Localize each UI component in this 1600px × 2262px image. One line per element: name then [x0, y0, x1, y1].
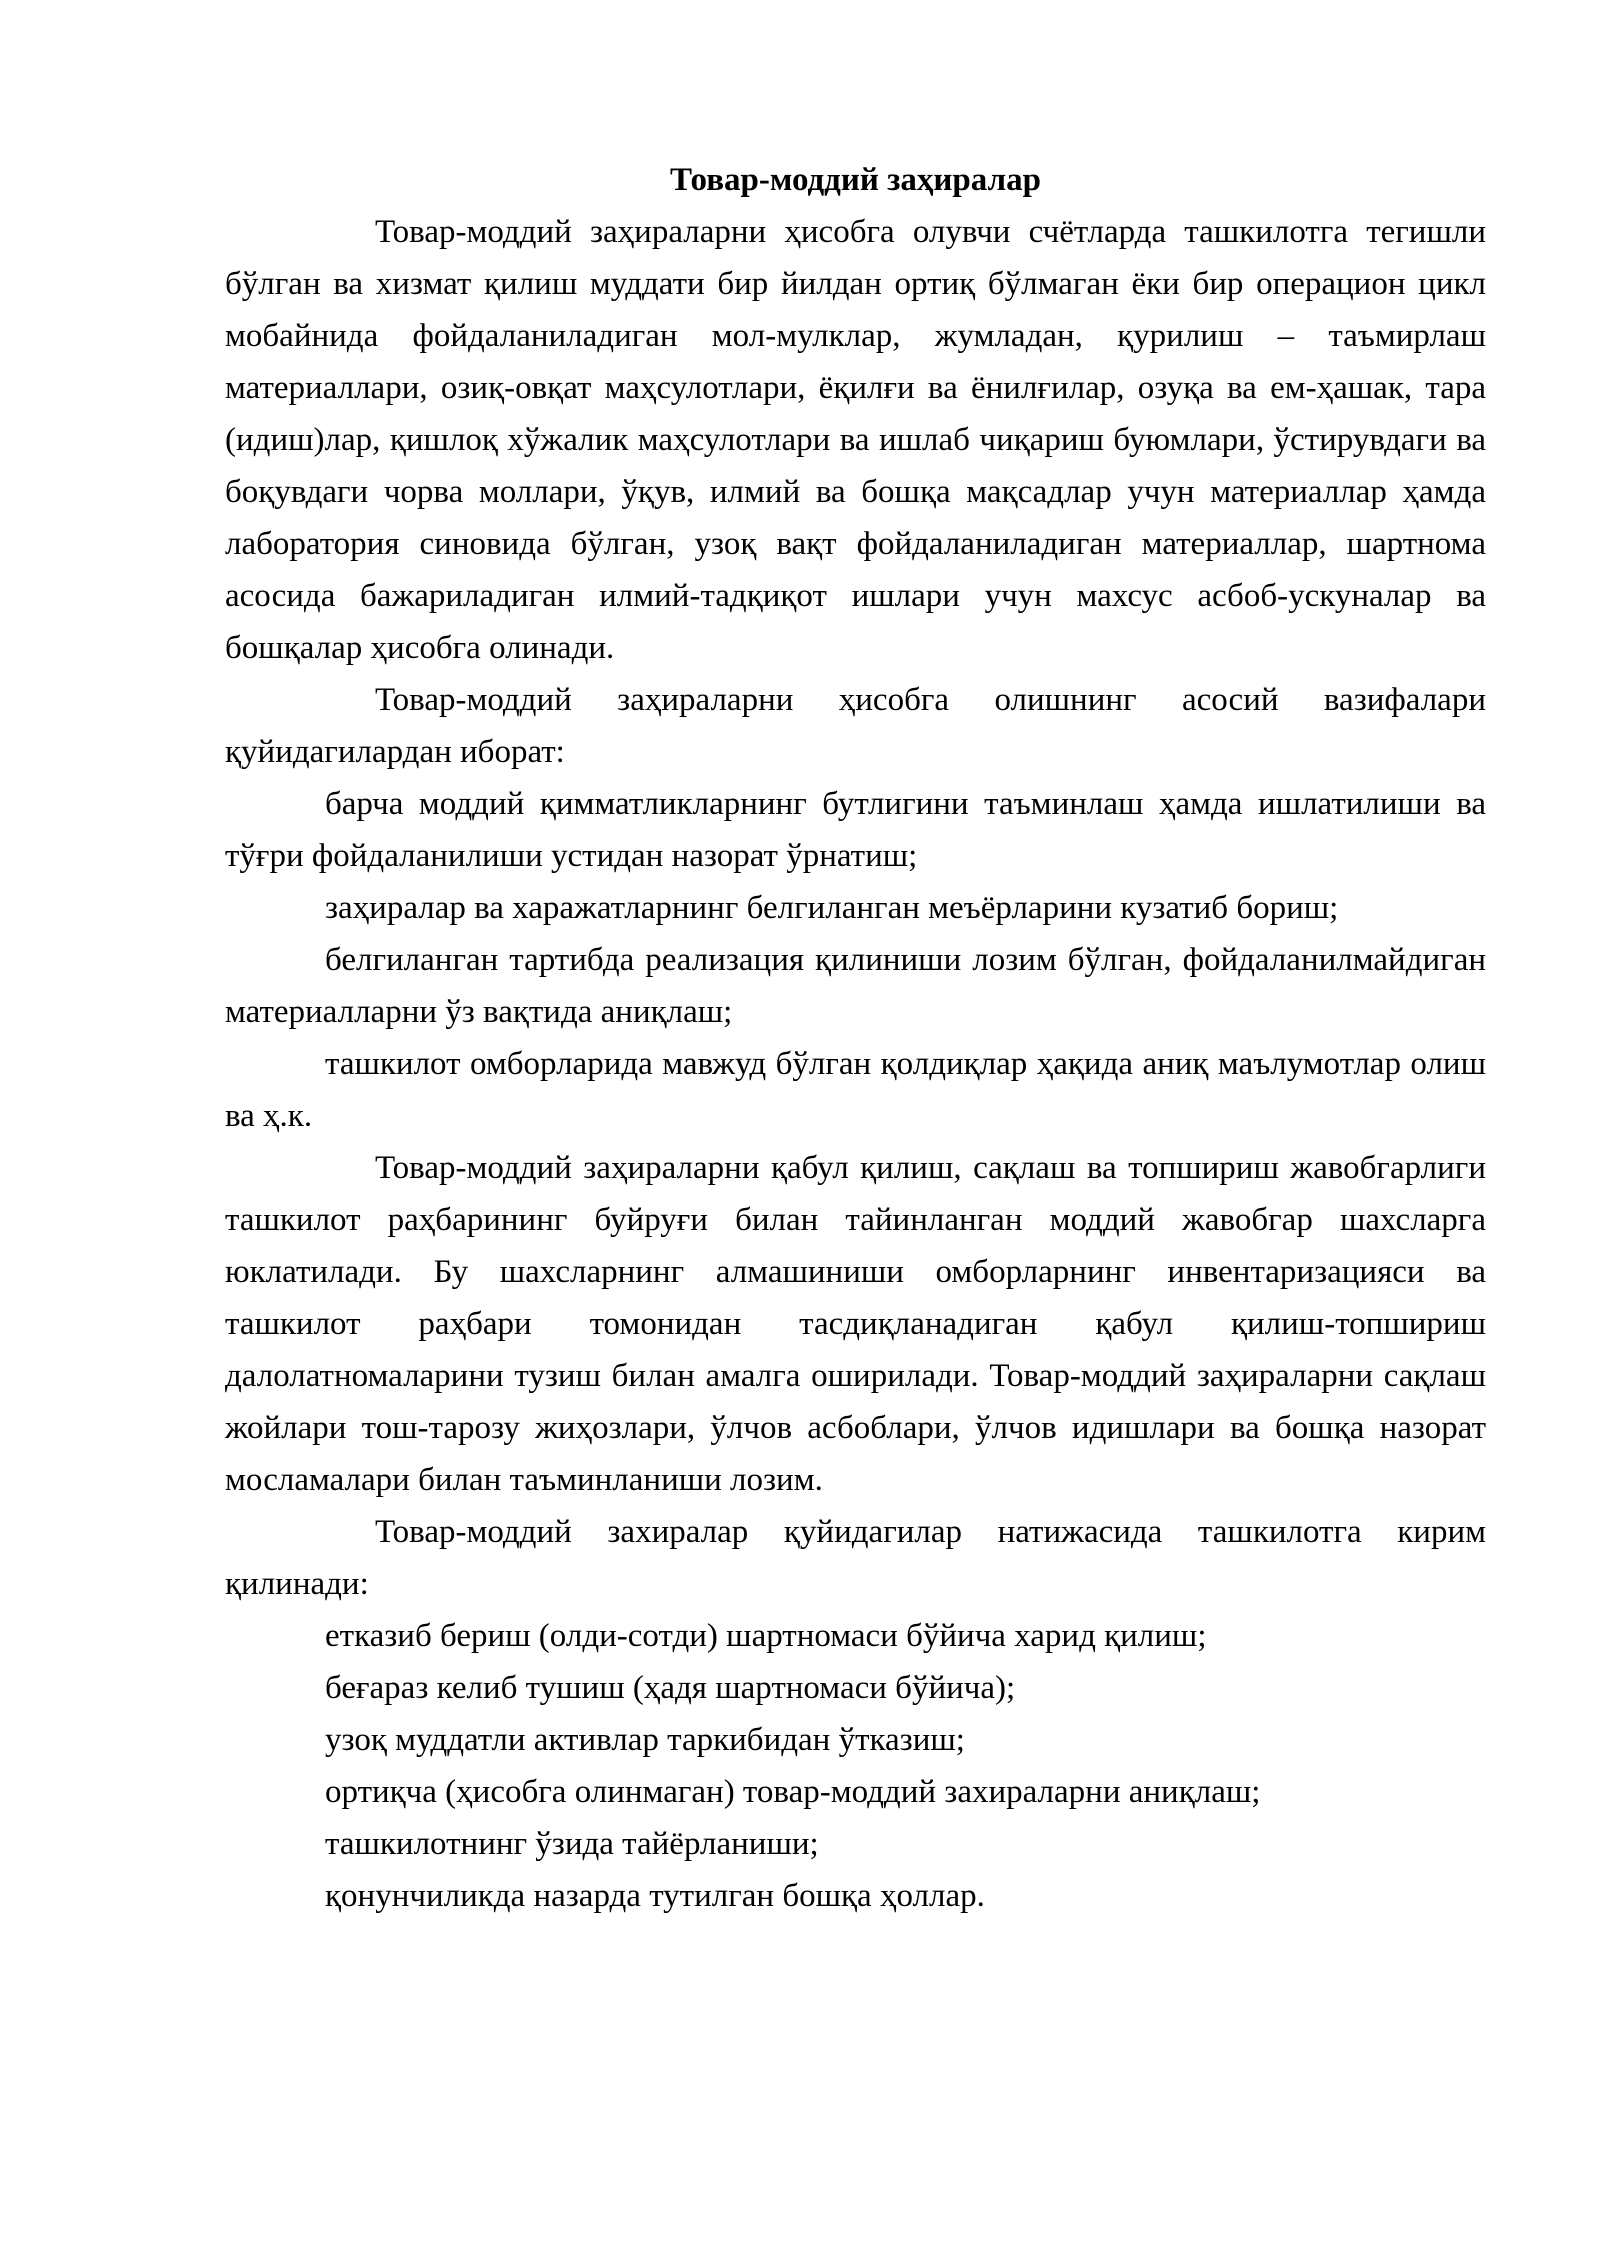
- task-item-unused: белгиланган тартибда реализация қилиниши лозим бўлган, фойдаланилмайдиган материалларни ўз вақтида аниқлаш;: [225, 942, 1486, 1030]
- task-item-warehouse-info: ташкилот омборларида мавжуд бўлган қолдиқлар ҳақида аниқ маълумотлар олиш ва ҳ.к.: [225, 1046, 1486, 1134]
- task-item-control: барча моддий қимматликларнинг бутлигини таъминлаш ҳамда ишлатилиши ва тўғри фойдаланилиши устидан назорат ўрнатиш;: [225, 786, 1486, 874]
- paragraph-intro: Товар-моддий заҳираларни ҳисобга олувчи счётларда ташкилотга тегишли бўлган ва хизмат қилиш муддати бир йилдан ортиқ бўлмаган ёки бир операцион цикл мобайнида фойдаланиладиган мол-мулклар, жумладан, қурилиш – таъмирлаш материаллари, озиқ-овқат маҳсулотлари, ёқилғи ва ёнилғилар, озуқа ва ем-ҳашак, тара (идиш)лар, қишлоқ хўжалик маҳсулотлари ва ишлаб чиқариш буюмлари, ўстирувдаги ва боқувдаги чорва моллари, ўқув, илмий ва бошқа мақсадлар учун материаллар ҳамда лаборатория синовида бўлган, узоқ вақт фойдаланиладиган материаллар, шартнома асосида бажариладиган илмий-тадқиқот ишлари учун махсус асбоб-ускуналар ва бошқалар ҳисобга олинади.: [225, 214, 1486, 666]
- receipt-item-purchase: етказиб бериш (олди-сотди) шартномаси бўйича харид қилиш;: [325, 1618, 1207, 1654]
- task-item-norms: заҳиралар ва харажатларнинг белгиланган меъёрларини кузатиб бориш;: [325, 890, 1339, 926]
- paragraph-receipt-lead: Товар-моддий захиралар қуйидагилар натижасида ташкилотга кирим қилинади:: [225, 1514, 1486, 1602]
- paragraph-tasks-lead: Товар-моддий заҳираларни ҳисобга олишнинг асосий вазифалари қуйидагилардан иборат:: [225, 682, 1486, 770]
- receipt-item-legal-other: қонунчиликда назарда тутилган бошқа ҳоллар.: [325, 1878, 985, 1914]
- receipt-item-selfmade: ташкилотнинг ўзида тайёрланиши;: [325, 1826, 819, 1862]
- receipt-item-gift: беғараз келиб тушиш (ҳадя шартномаси бўйича);: [325, 1670, 1016, 1706]
- receipt-item-surplus: ортиқча (ҳисобга олинмаган) товар-моддий захираларни аниқлаш;: [325, 1774, 1261, 1810]
- document-title: Товар-моддий заҳиралар: [670, 162, 1041, 198]
- paragraph-responsibility: Товар-моддий заҳираларни қабул қилиш, сақлаш ва топшириш жавобгарлиги ташкилот раҳбарининг буйруғи билан тайинланган моддий жавобгар шахсларга юклатилади. Бу шахсларнинг алмашиниши омборларнинг инвентаризацияси ва ташкилот раҳбари томонидан тасдиқланадиган қабул қилиш-топшириш далолатномаларини тузиш билан амалга оширилади. Товар-моддий заҳираларни сақлаш жойлари тош-тарозу жиҳозлари, ўлчов асбоблари, ўлчов идишлари ва бошқа назорат мосламалари билан таъминланиши лозим.: [225, 1150, 1486, 1498]
- receipt-item-transfer: узоқ муддатли активлар таркибидан ўтказиш;: [325, 1722, 965, 1758]
